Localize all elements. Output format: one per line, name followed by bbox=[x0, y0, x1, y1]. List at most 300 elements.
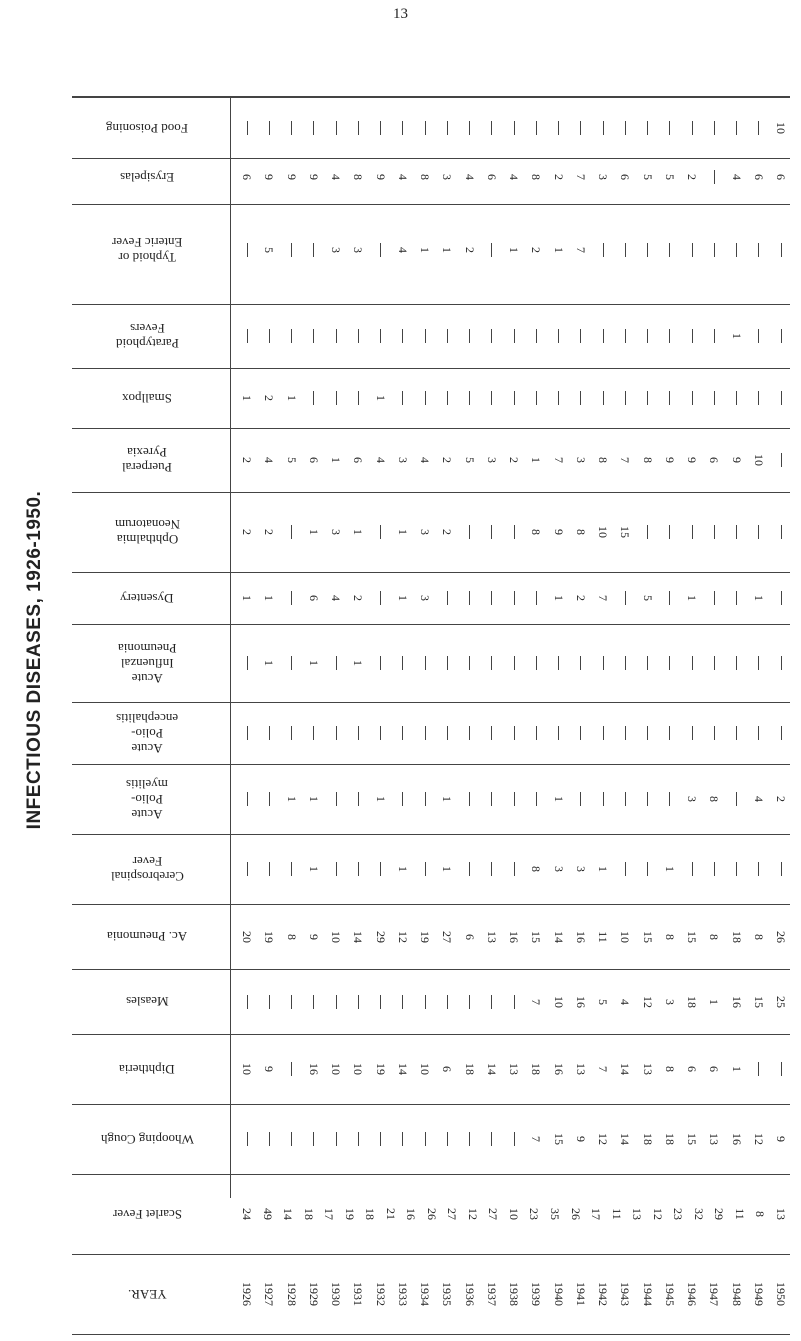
table-cell bbox=[527, 1282, 545, 1306]
row-header-label: Ophthalmia Neonatorum bbox=[114, 517, 180, 547]
nil-dash bbox=[692, 862, 693, 876]
cell-value: 6 bbox=[774, 174, 788, 180]
cell-value: 26 bbox=[568, 1208, 583, 1220]
table-cell bbox=[616, 996, 634, 1008]
table-cell bbox=[238, 392, 256, 404]
row-header-label: Acute Influenzal Pneumonia bbox=[117, 640, 177, 686]
nil-dash bbox=[491, 862, 492, 876]
cell-value: 1936 bbox=[462, 1282, 477, 1306]
nil-dash bbox=[714, 170, 715, 184]
nil-dash bbox=[269, 329, 270, 343]
nil-dash bbox=[736, 121, 737, 135]
cell-value: 1 bbox=[284, 395, 299, 401]
table-cell bbox=[327, 121, 345, 135]
cell-value: 7 bbox=[529, 998, 544, 1005]
cell-value: 1931 bbox=[351, 1282, 366, 1306]
nil-dash bbox=[603, 726, 604, 740]
table-cell bbox=[416, 792, 434, 806]
cell-value: 3 bbox=[596, 174, 610, 180]
nil-dash bbox=[669, 726, 670, 740]
cell-value: 3 bbox=[329, 529, 343, 535]
table-cell bbox=[661, 243, 679, 257]
cell-value: 1946 bbox=[685, 1282, 699, 1306]
table-cell bbox=[750, 862, 768, 876]
table-cell bbox=[683, 862, 701, 876]
cell-value: 5 bbox=[462, 457, 477, 463]
table-cell bbox=[416, 329, 434, 343]
table-cell bbox=[305, 329, 323, 343]
table-cell bbox=[483, 656, 501, 670]
table-cell bbox=[616, 862, 634, 876]
table-cell bbox=[394, 391, 412, 405]
table-cell bbox=[772, 171, 790, 183]
row-header-label: Puerperal Pyrexia bbox=[122, 445, 172, 475]
nil-dash bbox=[558, 391, 559, 405]
cell-value: 2 bbox=[262, 529, 277, 535]
table-cell bbox=[505, 171, 523, 183]
table-cell bbox=[661, 656, 679, 670]
nil-dash bbox=[514, 726, 515, 740]
table-cell bbox=[372, 454, 390, 466]
nil-dash bbox=[380, 1132, 381, 1146]
cell-value: 29 bbox=[373, 930, 388, 943]
cell-value: 3 bbox=[685, 796, 699, 802]
nil-dash bbox=[647, 121, 648, 135]
cell-value: 4 bbox=[507, 174, 521, 180]
nil-dash bbox=[580, 656, 581, 670]
nil-dash bbox=[558, 656, 559, 670]
table-cell bbox=[572, 656, 590, 670]
nil-dash bbox=[291, 995, 292, 1009]
row-values bbox=[238, 1174, 790, 1254]
row-header bbox=[72, 196, 222, 304]
table-cell bbox=[616, 1282, 634, 1306]
table-cell bbox=[438, 391, 456, 405]
table-cell bbox=[349, 244, 367, 256]
table-cell bbox=[238, 454, 256, 466]
table-cell bbox=[639, 525, 657, 539]
table-cell bbox=[438, 995, 456, 1009]
nil-dash bbox=[625, 726, 626, 740]
nil-dash bbox=[247, 656, 248, 670]
nil-dash bbox=[669, 591, 670, 605]
cell-value: 6 bbox=[240, 174, 254, 180]
cell-value: 1930 bbox=[329, 1282, 343, 1306]
row-header-label: Scarlet Fever bbox=[112, 1206, 182, 1222]
table-cell bbox=[372, 525, 390, 539]
table-cell bbox=[483, 995, 501, 1009]
row-header bbox=[72, 764, 222, 834]
nil-dash bbox=[313, 243, 314, 257]
cell-value: 9 bbox=[284, 174, 299, 180]
nil-dash bbox=[669, 121, 670, 135]
table-cell bbox=[683, 996, 701, 1008]
cell-value: 21 bbox=[383, 1208, 398, 1220]
row-header bbox=[72, 1104, 222, 1174]
table-cell bbox=[327, 995, 345, 1009]
table-cell bbox=[505, 656, 523, 670]
table-cell bbox=[416, 526, 434, 538]
cell-value: 8 bbox=[529, 866, 544, 872]
table-cell bbox=[594, 526, 612, 538]
table-cell bbox=[772, 793, 790, 805]
table-cell bbox=[461, 995, 479, 1009]
cell-value: 9 bbox=[306, 174, 321, 180]
nil-dash bbox=[313, 995, 314, 1009]
nil-dash bbox=[469, 1132, 470, 1146]
cell-value: 20 bbox=[240, 930, 254, 943]
cell-value: 2 bbox=[462, 247, 477, 253]
cell-value: 10 bbox=[751, 454, 766, 466]
table-cell bbox=[372, 171, 390, 183]
table-cell bbox=[238, 1132, 256, 1146]
row-header-label: Erysipelas bbox=[119, 169, 175, 185]
cell-value: 1 bbox=[240, 595, 254, 601]
table-cell bbox=[705, 170, 723, 184]
table-cell bbox=[594, 1063, 612, 1075]
row-header bbox=[72, 702, 222, 764]
table-cell bbox=[661, 391, 679, 405]
cell-value: 23 bbox=[527, 1208, 542, 1220]
nil-dash bbox=[647, 525, 648, 539]
cell-value: 13 bbox=[573, 1063, 588, 1075]
table-cell bbox=[616, 526, 634, 538]
table-cell bbox=[639, 996, 657, 1008]
table-cell bbox=[483, 454, 501, 466]
cell-value: 1 bbox=[351, 529, 366, 535]
table-cell bbox=[483, 243, 501, 257]
cell-value: 7 bbox=[573, 247, 588, 253]
table-cell bbox=[639, 121, 657, 135]
cell-value: 1 bbox=[306, 529, 321, 535]
cell-value: 2 bbox=[351, 595, 366, 601]
nil-dash bbox=[491, 995, 492, 1009]
table-cell bbox=[283, 656, 301, 670]
table-cell bbox=[772, 525, 790, 539]
nil-dash bbox=[358, 995, 359, 1009]
table-cell bbox=[320, 1208, 338, 1220]
row-values bbox=[238, 428, 790, 492]
table-cell bbox=[394, 1063, 412, 1075]
cell-value: 18 bbox=[662, 1133, 677, 1145]
cell-value: 1 bbox=[306, 660, 321, 666]
table-cell bbox=[527, 526, 545, 538]
nil-dash bbox=[425, 329, 426, 343]
cell-value: 4 bbox=[329, 595, 343, 601]
table-cell bbox=[572, 454, 590, 466]
nil-dash bbox=[536, 792, 537, 806]
cell-value: 8 bbox=[662, 1066, 677, 1072]
table-cell bbox=[772, 726, 790, 740]
nil-dash bbox=[269, 792, 270, 806]
table-cell bbox=[260, 244, 278, 256]
cell-value: 3 bbox=[484, 457, 499, 463]
table-cell bbox=[260, 526, 278, 538]
cell-value: 5 bbox=[640, 595, 655, 601]
table-cell bbox=[416, 391, 434, 405]
table-cell bbox=[594, 592, 612, 604]
table-cell bbox=[683, 1133, 701, 1145]
nil-dash bbox=[758, 1062, 759, 1076]
cell-value: 1937 bbox=[484, 1282, 499, 1306]
cell-value: 2 bbox=[774, 796, 788, 802]
table-cell bbox=[683, 592, 701, 604]
table-cell bbox=[710, 1208, 728, 1220]
nil-dash bbox=[247, 862, 248, 876]
cell-value: 5 bbox=[640, 174, 655, 180]
nil-dash bbox=[380, 656, 381, 670]
cell-value: 14 bbox=[281, 1208, 296, 1220]
nil-dash bbox=[469, 121, 470, 135]
table-cell bbox=[484, 1208, 502, 1220]
row-values bbox=[238, 969, 790, 1034]
cell-value: 1 bbox=[329, 457, 343, 463]
table-cell bbox=[305, 391, 323, 405]
nil-dash bbox=[669, 525, 670, 539]
table-cell bbox=[416, 1063, 434, 1075]
cell-value: 27 bbox=[486, 1208, 501, 1220]
table-cell bbox=[349, 657, 367, 669]
cell-value: 6 bbox=[618, 174, 633, 180]
nil-dash bbox=[358, 391, 359, 405]
nil-dash bbox=[736, 243, 737, 257]
table-cell bbox=[572, 329, 590, 343]
table-cell bbox=[461, 591, 479, 605]
cell-value: 1940 bbox=[551, 1282, 566, 1306]
nil-dash bbox=[291, 121, 292, 135]
nil-dash bbox=[402, 1132, 403, 1146]
cell-value: 1 bbox=[551, 247, 566, 253]
cell-value: 12 bbox=[650, 1208, 665, 1220]
table-cell bbox=[772, 1208, 790, 1220]
table-cell bbox=[683, 391, 701, 405]
table-cell bbox=[527, 792, 545, 806]
table-cell bbox=[461, 121, 479, 135]
cell-value: 2 bbox=[529, 247, 544, 253]
nil-dash bbox=[469, 726, 470, 740]
row-header bbox=[72, 1254, 222, 1334]
table-cell bbox=[705, 793, 723, 805]
nil-dash bbox=[647, 656, 648, 670]
nil-dash bbox=[580, 726, 581, 740]
cell-value: 16 bbox=[306, 1063, 321, 1075]
cell-value: 7 bbox=[551, 457, 566, 463]
nil-dash bbox=[625, 656, 626, 670]
table-cell bbox=[505, 121, 523, 135]
table-cell bbox=[728, 391, 746, 405]
row-values bbox=[238, 572, 790, 624]
table-cell bbox=[238, 171, 256, 183]
cell-value: 6 bbox=[685, 1066, 699, 1072]
nil-dash bbox=[425, 792, 426, 806]
nil-dash bbox=[358, 1132, 359, 1146]
table-cell bbox=[772, 1133, 790, 1145]
table-cell bbox=[327, 726, 345, 740]
table-cell bbox=[305, 454, 323, 466]
cell-value: 4 bbox=[751, 796, 766, 802]
cell-value: 1941 bbox=[573, 1282, 588, 1306]
table-cell bbox=[349, 792, 367, 806]
table-cell bbox=[349, 931, 367, 943]
cell-value: 1 bbox=[373, 395, 388, 401]
table-cell bbox=[616, 391, 634, 405]
table-cell bbox=[772, 931, 790, 943]
cell-value: 9 bbox=[729, 457, 744, 463]
table-cell bbox=[349, 329, 367, 343]
table-cell bbox=[349, 526, 367, 538]
table-cell bbox=[394, 244, 412, 256]
nil-dash bbox=[514, 329, 515, 343]
cell-value: 12 bbox=[465, 1208, 480, 1220]
row-header-label: Ac. Pneumonia bbox=[106, 929, 188, 944]
table-cell bbox=[705, 862, 723, 876]
table-cell bbox=[661, 863, 679, 875]
cell-value: 9 bbox=[262, 174, 277, 180]
table-cell bbox=[594, 329, 612, 343]
table-cell bbox=[505, 591, 523, 605]
nil-dash bbox=[469, 862, 470, 876]
cell-value: 1938 bbox=[507, 1282, 521, 1306]
infectious-diseases-table bbox=[72, 24, 790, 1334]
table-cell bbox=[683, 656, 701, 670]
cell-value: 12 bbox=[640, 995, 655, 1008]
table-cell bbox=[527, 391, 545, 405]
cell-value: 1 bbox=[685, 595, 699, 601]
cell-value: 1 bbox=[440, 247, 455, 253]
table-cell bbox=[550, 391, 568, 405]
table-cell bbox=[327, 1063, 345, 1075]
cell-value: 1932 bbox=[373, 1282, 388, 1306]
table-cell bbox=[772, 243, 790, 257]
table-cell bbox=[550, 329, 568, 343]
row-values bbox=[238, 904, 790, 969]
nil-dash bbox=[758, 121, 759, 135]
cell-value: 10 bbox=[506, 1208, 521, 1220]
table-cell bbox=[616, 1063, 634, 1075]
cell-value: 13 bbox=[773, 1208, 788, 1220]
nil-dash bbox=[603, 391, 604, 405]
cell-value: 1927 bbox=[262, 1282, 277, 1306]
table-cell bbox=[639, 1282, 657, 1306]
cell-value: 2 bbox=[262, 395, 277, 401]
table-cell bbox=[572, 1282, 590, 1306]
cell-value: 25 bbox=[774, 995, 788, 1008]
table-cell bbox=[438, 1132, 456, 1146]
cell-value: 2 bbox=[551, 174, 566, 180]
nil-dash bbox=[736, 391, 737, 405]
nil-dash bbox=[469, 995, 470, 1009]
nil-dash bbox=[580, 792, 581, 806]
table-cell bbox=[372, 392, 390, 404]
table-cell bbox=[550, 863, 568, 875]
table-cell bbox=[527, 726, 545, 740]
nil-dash bbox=[491, 656, 492, 670]
table-cell bbox=[283, 931, 301, 943]
table-cell bbox=[751, 1208, 769, 1220]
table-cell bbox=[372, 726, 390, 740]
nil-dash bbox=[358, 726, 359, 740]
table-cell bbox=[394, 329, 412, 343]
nil-dash bbox=[313, 121, 314, 135]
table-cell bbox=[639, 454, 657, 466]
table-cell bbox=[728, 656, 746, 670]
cell-value: 18 bbox=[363, 1208, 378, 1220]
table-cell bbox=[772, 996, 790, 1008]
nil-dash bbox=[781, 391, 782, 405]
cell-value: 10 bbox=[329, 930, 343, 943]
nil-dash bbox=[425, 726, 426, 740]
table-cell bbox=[572, 931, 590, 943]
table-cell bbox=[238, 656, 256, 670]
nil-dash bbox=[269, 862, 270, 876]
table-cell bbox=[327, 1132, 345, 1146]
table-cell bbox=[525, 1208, 543, 1220]
table-cell bbox=[550, 121, 568, 135]
nil-dash bbox=[692, 243, 693, 257]
cell-value: 7 bbox=[618, 457, 633, 463]
table-cell bbox=[505, 931, 523, 943]
nil-dash bbox=[291, 525, 292, 539]
table-cell bbox=[416, 454, 434, 466]
nil-dash bbox=[291, 1132, 292, 1146]
nil-dash bbox=[692, 329, 693, 343]
nil-dash bbox=[336, 862, 337, 876]
nil-dash bbox=[247, 726, 248, 740]
cell-value: 8 bbox=[707, 796, 722, 802]
table-cell bbox=[594, 391, 612, 405]
row-header-label: Acute Polio- encephalitis bbox=[115, 710, 179, 756]
nil-dash bbox=[247, 329, 248, 343]
table-cell bbox=[349, 1063, 367, 1075]
cell-value: 1 bbox=[395, 529, 410, 535]
table-cell bbox=[661, 171, 679, 183]
table-cell bbox=[305, 1282, 323, 1306]
table-cell bbox=[416, 1132, 434, 1146]
cell-value: 6 bbox=[707, 1066, 722, 1072]
cell-value: 11 bbox=[732, 1208, 747, 1220]
cell-value: 1949 bbox=[751, 1282, 766, 1306]
nil-dash bbox=[425, 995, 426, 1009]
cell-value: 13 bbox=[507, 1063, 521, 1075]
table-cell bbox=[260, 931, 278, 943]
cell-value: 1 bbox=[662, 866, 677, 872]
row-values bbox=[238, 702, 790, 764]
table-cell bbox=[661, 1133, 679, 1145]
nil-dash bbox=[758, 525, 759, 539]
nil-dash bbox=[692, 726, 693, 740]
table-cell bbox=[349, 391, 367, 405]
table-cell bbox=[550, 726, 568, 740]
cell-value: 16 bbox=[404, 1208, 419, 1220]
cell-value: 3 bbox=[662, 998, 677, 1005]
cell-value: 8 bbox=[529, 529, 544, 535]
cell-value: 1 bbox=[507, 247, 521, 253]
nil-dash bbox=[625, 329, 626, 343]
cell-value: 1 bbox=[373, 796, 388, 802]
table-cell bbox=[394, 171, 412, 183]
table-cell bbox=[349, 1132, 367, 1146]
nil-dash bbox=[291, 726, 292, 740]
cell-value: 13 bbox=[484, 930, 499, 943]
cell-value: 9 bbox=[306, 933, 321, 940]
table-cell bbox=[661, 591, 679, 605]
table-cell bbox=[661, 996, 679, 1008]
cell-value: 9 bbox=[551, 529, 566, 535]
cell-value: 8 bbox=[284, 933, 299, 940]
table-cell bbox=[260, 657, 278, 669]
table-cell bbox=[349, 1282, 367, 1306]
table-cell bbox=[527, 1063, 545, 1075]
